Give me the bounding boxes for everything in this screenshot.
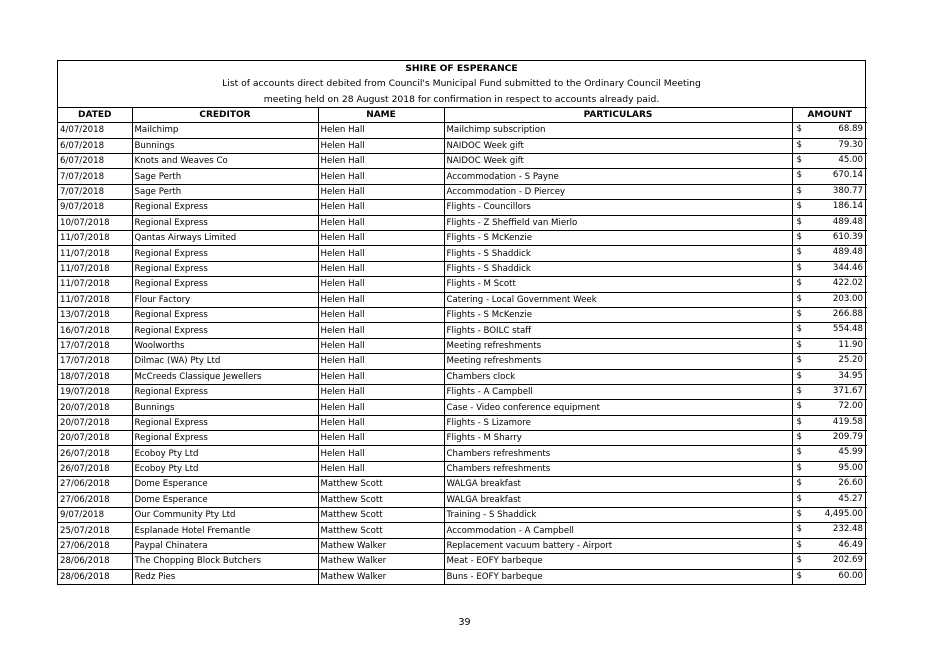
cell-creditor: Dome Esperance xyxy=(132,492,318,507)
table-row xyxy=(58,354,867,369)
cell-particulars: NAIDOC Week gift xyxy=(444,154,792,169)
amount-value: 344.46 xyxy=(832,262,863,273)
cell-particulars: Mailchimp subscription xyxy=(444,123,792,138)
table-row xyxy=(58,477,867,492)
amount-value: 266.88 xyxy=(832,308,863,319)
table-row xyxy=(58,400,867,415)
cell-name: Helen Hall xyxy=(318,323,444,338)
currency-symbol: $ xyxy=(796,462,802,473)
table-row xyxy=(58,231,867,246)
cell-dated: 6/07/2018 xyxy=(58,138,132,153)
amount-value: 610.39 xyxy=(832,232,863,243)
cell-name: Helen Hall xyxy=(318,215,444,230)
cell-amount xyxy=(792,538,867,553)
cell-amount xyxy=(792,354,867,369)
cell-particulars: WALGA breakfast xyxy=(444,492,792,507)
currency-symbol: $ xyxy=(796,308,802,319)
amount-value: 45.99 xyxy=(838,447,863,458)
cell-amount xyxy=(792,492,867,507)
amount-value: 45.27 xyxy=(838,493,863,504)
cell-amount xyxy=(792,461,867,476)
currency-symbol: $ xyxy=(796,385,802,396)
cell-name: Helen Hall xyxy=(318,231,444,246)
cell-name: Helen Hall xyxy=(318,277,444,292)
table-row xyxy=(58,508,867,523)
amount-value: 25.20 xyxy=(838,355,863,366)
cell-dated: 27/06/2018 xyxy=(58,477,132,492)
table-row xyxy=(58,169,867,184)
cell-amount xyxy=(792,200,867,215)
cell-creditor: The Chopping Block Butchers xyxy=(132,554,318,569)
cell-dated: 9/07/2018 xyxy=(58,508,132,523)
cell-amount xyxy=(792,154,867,169)
cell-particulars: Flights - S McKenzie xyxy=(444,307,792,322)
cell-amount xyxy=(792,169,867,184)
table-body xyxy=(58,123,867,584)
column-header-particulars: PARTICULARS xyxy=(444,107,792,122)
cell-creditor: Regional Express xyxy=(132,261,318,276)
cell-particulars: Flights - M Sharry xyxy=(444,431,792,446)
cell-particulars: WALGA breakfast xyxy=(444,477,792,492)
amount-value: 232.48 xyxy=(832,524,863,535)
table-row xyxy=(58,138,867,153)
cell-amount xyxy=(792,231,867,246)
cell-amount xyxy=(792,384,867,399)
cell-particulars: Replacement vacuum battery - Airport xyxy=(444,538,792,553)
cell-creditor: Knots and Weaves Co xyxy=(132,154,318,169)
cell-creditor: Regional Express xyxy=(132,384,318,399)
cell-name: Helen Hall xyxy=(318,400,444,415)
cell-amount xyxy=(792,400,867,415)
table-row xyxy=(58,200,867,215)
table-row xyxy=(58,261,867,276)
amount-value: 72.00 xyxy=(838,401,863,412)
cell-amount xyxy=(792,292,867,307)
cell-creditor: Redz Pies xyxy=(132,569,318,584)
cell-amount xyxy=(792,184,867,199)
cell-name: Matthew Scott xyxy=(318,523,444,538)
table-row xyxy=(58,277,867,292)
currency-symbol: $ xyxy=(796,416,802,427)
table-row xyxy=(58,323,867,338)
cell-dated: 4/07/2018 xyxy=(58,123,132,138)
cell-dated: 11/07/2018 xyxy=(58,231,132,246)
table-row xyxy=(58,215,867,230)
amount-value: 202.69 xyxy=(832,555,863,566)
cell-particulars: Case - Video conference equipment xyxy=(444,400,792,415)
cell-name: Helen Hall xyxy=(318,431,444,446)
cell-creditor: Dilmac (WA) Pty Ltd xyxy=(132,354,318,369)
table-row xyxy=(58,569,867,584)
cell-dated: 7/07/2018 xyxy=(58,184,132,199)
amount-value: 554.48 xyxy=(832,324,863,335)
table-row xyxy=(58,492,867,507)
amount-value: 68.89 xyxy=(838,124,863,135)
cell-name: Helen Hall xyxy=(318,200,444,215)
cell-creditor: Mailchimp xyxy=(132,123,318,138)
report-header xyxy=(58,61,865,107)
cell-amount xyxy=(792,431,867,446)
cell-creditor: Regional Express xyxy=(132,200,318,215)
cell-creditor: Sage Perth xyxy=(132,184,318,199)
cell-dated: 13/07/2018 xyxy=(58,307,132,322)
currency-symbol: $ xyxy=(796,339,802,350)
cell-amount xyxy=(792,123,867,138)
table-row xyxy=(58,554,867,569)
currency-symbol: $ xyxy=(796,170,802,181)
cell-name: Helen Hall xyxy=(318,446,444,461)
table-row xyxy=(58,246,867,261)
cell-creditor: McCreeds Classique Jewellers xyxy=(132,369,318,384)
report-title: SHIRE OF ESPERANCE xyxy=(405,63,518,74)
cell-creditor: Regional Express xyxy=(132,277,318,292)
amount-value: 209.79 xyxy=(832,432,863,443)
cell-dated: 26/07/2018 xyxy=(58,446,132,461)
cell-creditor: Regional Express xyxy=(132,415,318,430)
cell-dated: 11/07/2018 xyxy=(58,292,132,307)
currency-symbol: $ xyxy=(796,478,802,489)
amount-value: 203.00 xyxy=(832,293,863,304)
cell-dated: 26/07/2018 xyxy=(58,461,132,476)
table-row xyxy=(58,338,867,353)
cell-name: Matthew Scott xyxy=(318,492,444,507)
column-header-name: NAME xyxy=(318,107,444,122)
currency-symbol: $ xyxy=(796,124,802,135)
cell-particulars: Flights - M Scott xyxy=(444,277,792,292)
cell-particulars: Chambers clock xyxy=(444,369,792,384)
currency-symbol: $ xyxy=(796,401,802,412)
cell-creditor: Esplanade Hotel Fremantle xyxy=(132,523,318,538)
currency-symbol: $ xyxy=(796,355,802,366)
cell-name: Helen Hall xyxy=(318,461,444,476)
cell-dated: 11/07/2018 xyxy=(58,261,132,276)
cell-particulars: Meat - EOFY barbeque xyxy=(444,554,792,569)
cell-dated: 18/07/2018 xyxy=(58,369,132,384)
cell-particulars: Accommodation - D Piercey xyxy=(444,184,792,199)
cell-particulars: Flights - A Campbell xyxy=(444,384,792,399)
amount-value: 489.48 xyxy=(832,216,863,227)
cell-creditor: Regional Express xyxy=(132,323,318,338)
cell-particulars: Accommodation - A Campbell xyxy=(444,523,792,538)
table-row xyxy=(58,184,867,199)
cell-amount xyxy=(792,508,867,523)
amount-value: 380.77 xyxy=(832,185,863,196)
cell-particulars: Training - S Shaddick xyxy=(444,508,792,523)
cell-particulars: Catering - Local Government Week xyxy=(444,292,792,307)
cell-dated: 20/07/2018 xyxy=(58,400,132,415)
amount-value: 34.95 xyxy=(838,370,863,381)
cell-amount xyxy=(792,523,867,538)
currency-symbol: $ xyxy=(796,155,802,166)
cell-dated: 20/07/2018 xyxy=(58,431,132,446)
cell-amount xyxy=(792,261,867,276)
cell-dated: 6/07/2018 xyxy=(58,154,132,169)
table-row xyxy=(58,384,867,399)
currency-symbol: $ xyxy=(796,555,802,566)
cell-particulars: Flights - BOILC staff xyxy=(444,323,792,338)
cell-amount xyxy=(792,554,867,569)
cell-dated: 11/07/2018 xyxy=(58,277,132,292)
cell-name: Helen Hall xyxy=(318,292,444,307)
cell-particulars: Flights - S Shaddick xyxy=(444,246,792,261)
cell-particulars: Meeting refreshments xyxy=(444,354,792,369)
accounts-sheet xyxy=(57,60,866,585)
currency-symbol: $ xyxy=(796,201,802,212)
cell-amount xyxy=(792,569,867,584)
cell-amount xyxy=(792,477,867,492)
cell-particulars: Buns - EOFY barbeque xyxy=(444,569,792,584)
amount-value: 419.58 xyxy=(832,416,863,427)
cell-name: Helen Hall xyxy=(318,184,444,199)
amount-value: 371.67 xyxy=(832,385,863,396)
cell-name: Helen Hall xyxy=(318,138,444,153)
cell-name: Helen Hall xyxy=(318,123,444,138)
cell-dated: 7/07/2018 xyxy=(58,169,132,184)
cell-particulars: Flights - S McKenzie xyxy=(444,231,792,246)
currency-symbol: $ xyxy=(796,247,802,258)
cell-amount xyxy=(792,446,867,461)
currency-symbol: $ xyxy=(796,324,802,335)
cell-creditor: Dome Esperance xyxy=(132,477,318,492)
cell-amount xyxy=(792,215,867,230)
cell-particulars: Flights - Z Sheffield van Mierlo xyxy=(444,215,792,230)
cell-amount xyxy=(792,338,867,353)
cell-dated: 20/07/2018 xyxy=(58,415,132,430)
cell-name: Mathew Walker xyxy=(318,554,444,569)
cell-creditor: Regional Express xyxy=(132,431,318,446)
cell-creditor: Regional Express xyxy=(132,307,318,322)
cell-creditor: Ecoboy Pty Ltd xyxy=(132,461,318,476)
report-subtitle-line-2: meeting held on 28 August 2018 for confirmation in respect to accounts already paid. xyxy=(263,93,660,105)
amount-value: 489.48 xyxy=(832,247,863,258)
amount-value: 95.00 xyxy=(838,462,863,473)
currency-symbol: $ xyxy=(796,539,802,550)
table-row xyxy=(58,123,867,138)
cell-name: Helen Hall xyxy=(318,169,444,184)
cell-dated: 17/07/2018 xyxy=(58,354,132,369)
cell-creditor: Woolworths xyxy=(132,338,318,353)
cell-particulars: NAIDOC Week gift xyxy=(444,138,792,153)
column-header-creditor: CREDITOR xyxy=(132,107,318,122)
cell-dated: 28/06/2018 xyxy=(58,554,132,569)
cell-amount xyxy=(792,138,867,153)
column-header-amount: AMOUNT xyxy=(792,107,867,122)
cell-dated: 16/07/2018 xyxy=(58,323,132,338)
cell-creditor: Our Community Pty Ltd xyxy=(132,508,318,523)
currency-symbol: $ xyxy=(796,139,802,150)
table-row xyxy=(58,415,867,430)
table-row xyxy=(58,523,867,538)
cell-particulars: Meeting refreshments xyxy=(444,338,792,353)
amount-value: 79.30 xyxy=(838,139,863,150)
cell-name: Helen Hall xyxy=(318,415,444,430)
amount-value: 670.14 xyxy=(832,170,863,181)
cell-creditor: Ecoboy Pty Ltd xyxy=(132,446,318,461)
report-subtitle-line-1: List of accounts direct debited from Council's Municipal Fund submitted to the Ordinary Council Meeting xyxy=(222,78,701,90)
amount-value: 45.00 xyxy=(838,155,863,166)
cell-dated: 28/06/2018 xyxy=(58,569,132,584)
cell-particulars: Flights - Councillors xyxy=(444,200,792,215)
currency-symbol: $ xyxy=(796,216,802,227)
page-number: 39 xyxy=(458,617,471,628)
amount-value: 11.90 xyxy=(838,339,863,350)
cell-creditor: Regional Express xyxy=(132,246,318,261)
amount-value: 422.02 xyxy=(832,278,863,289)
table-row xyxy=(58,461,867,476)
cell-particulars: Chambers refreshments xyxy=(444,446,792,461)
currency-symbol: $ xyxy=(796,524,802,535)
cell-name: Matthew Scott xyxy=(318,508,444,523)
cell-name: Helen Hall xyxy=(318,154,444,169)
cell-name: Helen Hall xyxy=(318,246,444,261)
table-row xyxy=(58,446,867,461)
cell-creditor: Paypal Chinatera xyxy=(132,538,318,553)
cell-creditor: Bunnings xyxy=(132,400,318,415)
cell-name: Mathew Walker xyxy=(318,569,444,584)
amount-value: 186.14 xyxy=(832,201,863,212)
cell-amount xyxy=(792,369,867,384)
cell-creditor: Bunnings xyxy=(132,138,318,153)
amount-value: 60.00 xyxy=(838,570,863,581)
cell-particulars: Flights - S Lizamore xyxy=(444,415,792,430)
table-row xyxy=(58,292,867,307)
table-row xyxy=(58,538,867,553)
cell-amount xyxy=(792,246,867,261)
cell-particulars: Flights - S Shaddick xyxy=(444,261,792,276)
cell-dated: 9/07/2018 xyxy=(58,200,132,215)
amount-value: 26.60 xyxy=(838,478,863,489)
cell-amount xyxy=(792,277,867,292)
currency-symbol: $ xyxy=(796,447,802,458)
cell-dated: 25/07/2018 xyxy=(58,523,132,538)
cell-name: Helen Hall xyxy=(318,261,444,276)
cell-name: Matthew Scott xyxy=(318,477,444,492)
currency-symbol: $ xyxy=(796,278,802,289)
currency-symbol: $ xyxy=(796,185,802,196)
cell-dated: 27/06/2018 xyxy=(58,538,132,553)
cell-name: Helen Hall xyxy=(318,384,444,399)
currency-symbol: $ xyxy=(796,232,802,243)
amount-value: 46.49 xyxy=(838,539,863,550)
amount-value: 4,495.00 xyxy=(824,509,863,520)
cell-dated: 17/07/2018 xyxy=(58,338,132,353)
cell-dated: 27/06/2018 xyxy=(58,492,132,507)
currency-symbol: $ xyxy=(796,493,802,504)
cell-amount xyxy=(792,307,867,322)
cell-creditor: Regional Express xyxy=(132,215,318,230)
table-header-row xyxy=(58,107,867,122)
accounts-table xyxy=(58,107,867,584)
currency-symbol: $ xyxy=(796,293,802,304)
cell-creditor: Flour Factory xyxy=(132,292,318,307)
currency-symbol: $ xyxy=(796,432,802,443)
currency-symbol: $ xyxy=(796,370,802,381)
cell-dated: 19/07/2018 xyxy=(58,384,132,399)
table-row xyxy=(58,307,867,322)
cell-particulars: Accommodation - S Payne xyxy=(444,169,792,184)
currency-symbol: $ xyxy=(796,262,802,273)
cell-creditor: Qantas Airways Limited xyxy=(132,231,318,246)
cell-dated: 11/07/2018 xyxy=(58,246,132,261)
cell-dated: 10/07/2018 xyxy=(58,215,132,230)
cell-name: Helen Hall xyxy=(318,369,444,384)
table-row xyxy=(58,369,867,384)
table-row xyxy=(58,431,867,446)
currency-symbol: $ xyxy=(796,509,802,520)
cell-name: Helen Hall xyxy=(318,338,444,353)
column-header-dated: DATED xyxy=(58,107,132,122)
cell-name: Mathew Walker xyxy=(318,538,444,553)
cell-particulars: Chambers refreshments xyxy=(444,461,792,476)
table-row xyxy=(58,154,867,169)
cell-amount xyxy=(792,323,867,338)
cell-name: Helen Hall xyxy=(318,354,444,369)
cell-creditor: Sage Perth xyxy=(132,169,318,184)
cell-amount xyxy=(792,415,867,430)
cell-name: Helen Hall xyxy=(318,307,444,322)
currency-symbol: $ xyxy=(796,570,802,581)
